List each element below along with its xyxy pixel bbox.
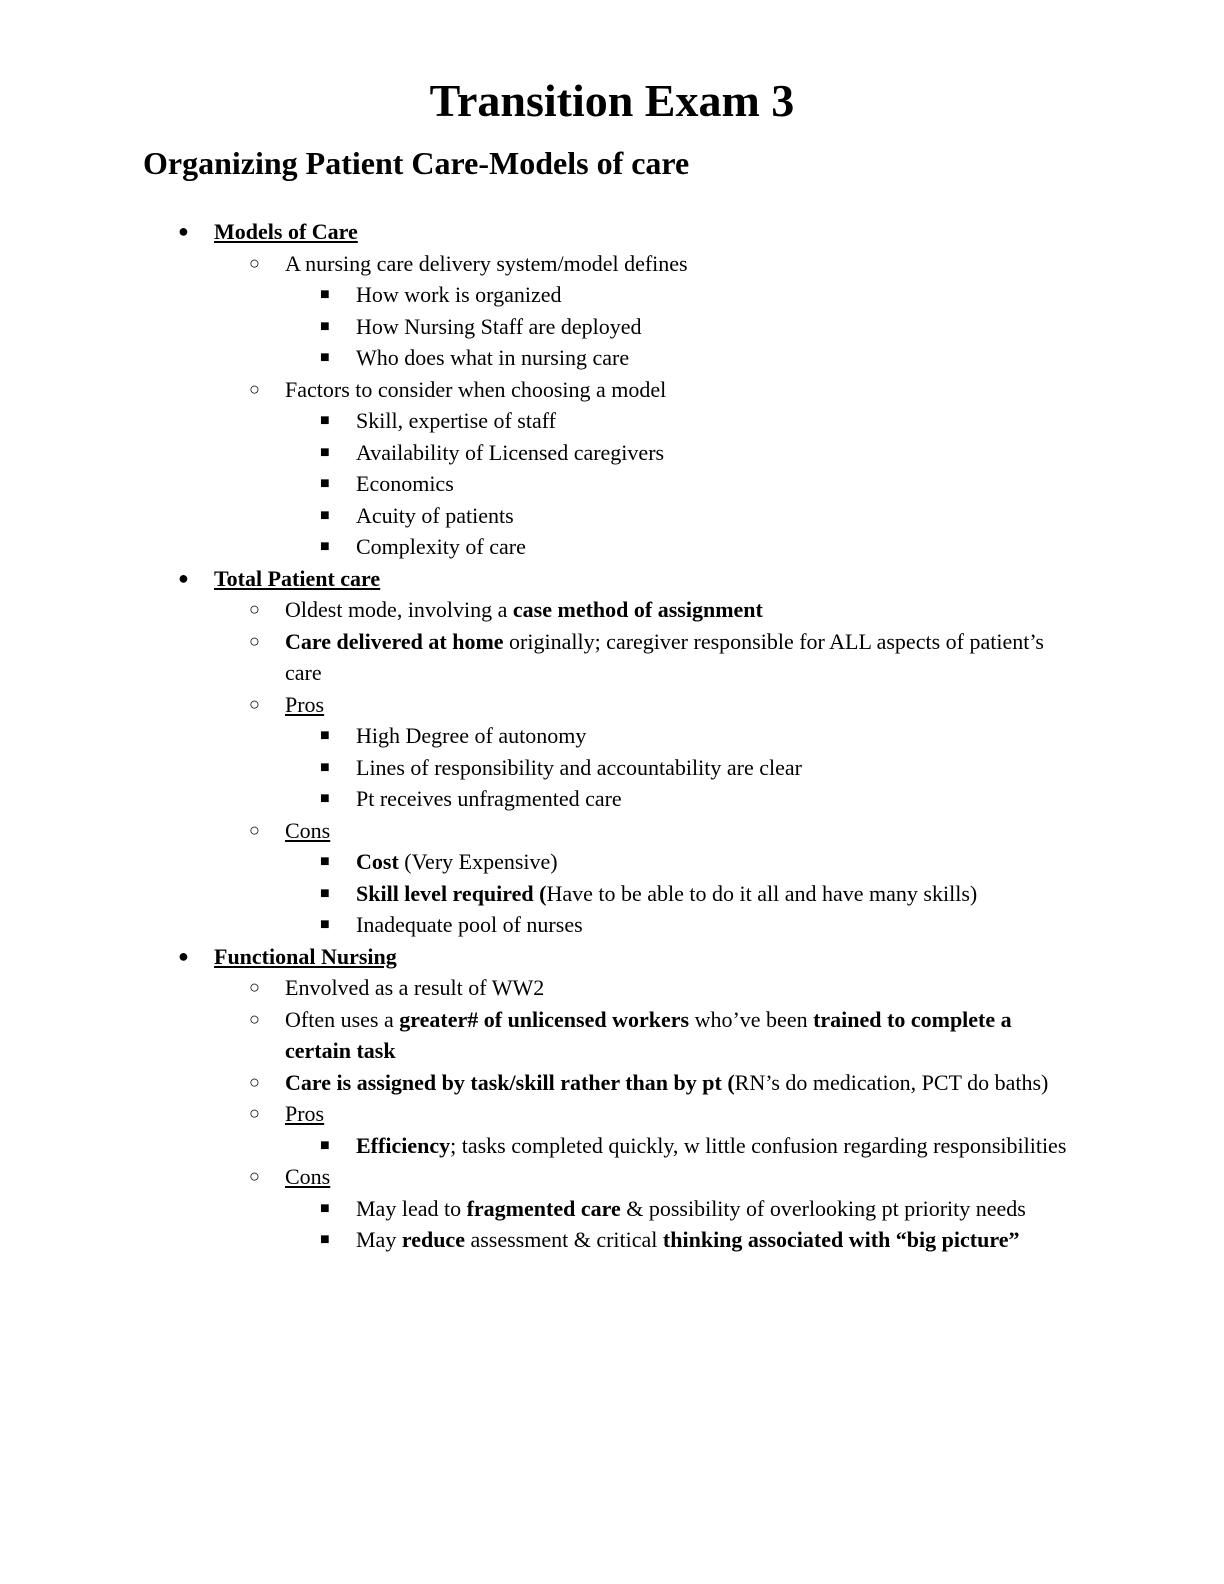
cons-label: Cons: [285, 817, 331, 843]
section-subtitle: Organizing Patient Care-Models of care: [143, 145, 690, 181]
list-text: [285, 1004, 1075, 1067]
bullet-circle-icon: ○: [249, 1008, 260, 1029]
list-item: [0, 972, 1224, 1004]
bullet-circle-icon: ○: [249, 378, 260, 399]
bullet-square-icon: ■: [320, 884, 330, 902]
bullet-dot-icon: ●: [178, 221, 189, 241]
list-item: [0, 1004, 1224, 1067]
list-item: [0, 1193, 1224, 1225]
list-text: A nursing care delivery system/model defines: [285, 250, 688, 276]
list-text: Envolved as a result of WW2: [285, 975, 545, 1000]
list-item: [0, 531, 1224, 563]
bold-text: Care delivered at home: [285, 628, 504, 654]
text-run: originally; caregiver responsible for ALL aspects of patient’s care: [285, 628, 1044, 685]
list-text: [285, 594, 1075, 626]
text-run: (Very Expensive): [398, 849, 558, 874]
bold-text: reduce: [401, 1227, 465, 1252]
list-item: [0, 783, 1224, 815]
notes-outline: [0, 216, 1224, 1256]
cons-label: Cons: [285, 1164, 331, 1189]
list-text: Inadequate pool of nurses: [356, 912, 583, 937]
bullet-square-icon: ■: [320, 1136, 330, 1154]
bullet-dot-icon: ●: [178, 945, 189, 966]
bullet-circle-icon: ○: [249, 977, 260, 997]
list-item: [0, 846, 1224, 878]
bold-text: thinking associated with “big picture”: [662, 1227, 1020, 1252]
bullet-circle-icon: ○: [249, 599, 260, 619]
text-run: assessment & critical: [464, 1227, 663, 1252]
bullet-square-icon: ■: [320, 538, 330, 555]
bold-text: greater# of unlicensed workers: [399, 1006, 690, 1032]
bullet-square-icon: ■: [320, 443, 330, 461]
bold-text: fragmented care: [466, 1195, 621, 1221]
list-item: [0, 342, 1224, 374]
text-run: May: [356, 1227, 402, 1252]
text-run: RN’s do medication, PCT do baths): [734, 1069, 1049, 1095]
list-text: [356, 1224, 1076, 1256]
list-item: [0, 878, 1224, 910]
list-text: [285, 626, 1075, 689]
bullet-circle-icon: ○: [249, 630, 260, 651]
bullet-square-icon: ■: [320, 349, 330, 366]
bullet-square-icon: ■: [320, 1231, 330, 1248]
bullet-circle-icon: ○: [249, 1166, 260, 1186]
list-item: [0, 500, 1224, 532]
list-item: [0, 311, 1224, 343]
bold-text: Efficiency: [356, 1132, 451, 1158]
bullet-dot-icon: ●: [178, 567, 189, 588]
bullet-square-icon: ■: [320, 916, 330, 933]
list-text: Complexity of care: [356, 534, 526, 559]
bold-text: Skill level required (: [356, 880, 547, 906]
list-item: [0, 1130, 1224, 1162]
text-run: ; tasks completed quickly, w little confusion regarding responsibilities: [450, 1132, 1067, 1158]
list-item: [0, 374, 1224, 406]
bullet-circle-icon: ○: [249, 1103, 260, 1123]
document-title: Transition Exam 3: [429, 75, 795, 126]
list-text: [356, 1193, 1076, 1225]
list-item: [0, 1098, 1224, 1130]
text-run: May lead to: [356, 1195, 467, 1221]
list-item: [0, 1161, 1224, 1193]
list-item: [0, 594, 1224, 626]
text-run: & possibility of overlooking pt priority needs: [620, 1195, 1026, 1221]
list-item: [0, 468, 1224, 500]
heading-models-of-care: Models of Care: [214, 219, 358, 244]
bold-text: Cost: [356, 849, 399, 874]
list-item: [0, 248, 1224, 280]
text-run: Oldest mode, involving a: [285, 597, 513, 622]
bullet-circle-icon: ○: [249, 252, 260, 273]
bold-text: case method of assignment: [512, 597, 763, 622]
bullet-circle-icon: ○: [249, 1071, 260, 1092]
list-item: [0, 626, 1224, 689]
list-item: [0, 815, 1224, 847]
list-item: [0, 689, 1224, 721]
list-item: [0, 405, 1224, 437]
list-text: Economics: [356, 471, 454, 496]
heading-functional-nursing: Functional Nursing: [214, 943, 397, 969]
text-run: who’ve been: [689, 1006, 814, 1032]
bullet-square-icon: ■: [320, 790, 330, 807]
bullet-square-icon: ■: [320, 317, 330, 335]
list-text: [285, 1067, 1075, 1099]
list-text: Skill, expertise of staff: [356, 408, 556, 433]
list-text: How work is organized: [356, 282, 562, 307]
bullet-square-icon: ■: [320, 286, 330, 303]
list-text: Pt receives unfragmented care: [356, 786, 622, 811]
list-item: [0, 941, 1224, 973]
list-item: [0, 720, 1224, 752]
list-text: Acuity of patients: [356, 502, 514, 528]
list-text: Lines of responsibility and accountability are clear: [356, 754, 802, 780]
text-run: Often uses a: [285, 1006, 400, 1032]
list-item: [0, 437, 1224, 469]
list-item: [0, 752, 1224, 784]
bullet-square-icon: ■: [320, 475, 330, 492]
list-item: [0, 563, 1224, 595]
bullet-square-icon: ■: [320, 506, 330, 524]
list-item: [0, 1067, 1224, 1099]
text-run: Have to be able to do it all and have many skills): [546, 880, 978, 906]
list-text: How Nursing Staff are deployed: [356, 313, 642, 339]
list-item: [0, 279, 1224, 311]
bullet-square-icon: ■: [320, 412, 330, 429]
bullet-square-icon: ■: [320, 727, 330, 744]
list-text: Who does what in nursing care: [356, 345, 630, 370]
list-text: [356, 878, 1076, 910]
bullet-square-icon: ■: [320, 758, 330, 776]
heading-total-patient-care: Total Patient care: [214, 565, 381, 591]
list-item: [0, 1224, 1224, 1256]
list-item: [0, 909, 1224, 941]
pros-label: Pros: [285, 1101, 325, 1126]
bullet-circle-icon: ○: [249, 693, 260, 714]
list-text: High Degree of autonomy: [356, 723, 587, 748]
bullet-square-icon: ■: [320, 1199, 330, 1217]
bullet-square-icon: ■: [320, 853, 330, 870]
bold-text: trained to complete a certain task: [285, 1006, 1012, 1063]
bold-text: Care is assigned by task/skill rather than by pt (: [285, 1069, 735, 1095]
list-text: [356, 1130, 1076, 1162]
bullet-circle-icon: ○: [249, 819, 260, 840]
list-item: [0, 216, 1224, 248]
list-text: Availability of Licensed caregivers: [356, 439, 665, 465]
list-text: Factors to consider when choosing a model: [285, 376, 667, 402]
pros-label: Pros: [285, 691, 325, 717]
list-text: [356, 846, 1076, 878]
